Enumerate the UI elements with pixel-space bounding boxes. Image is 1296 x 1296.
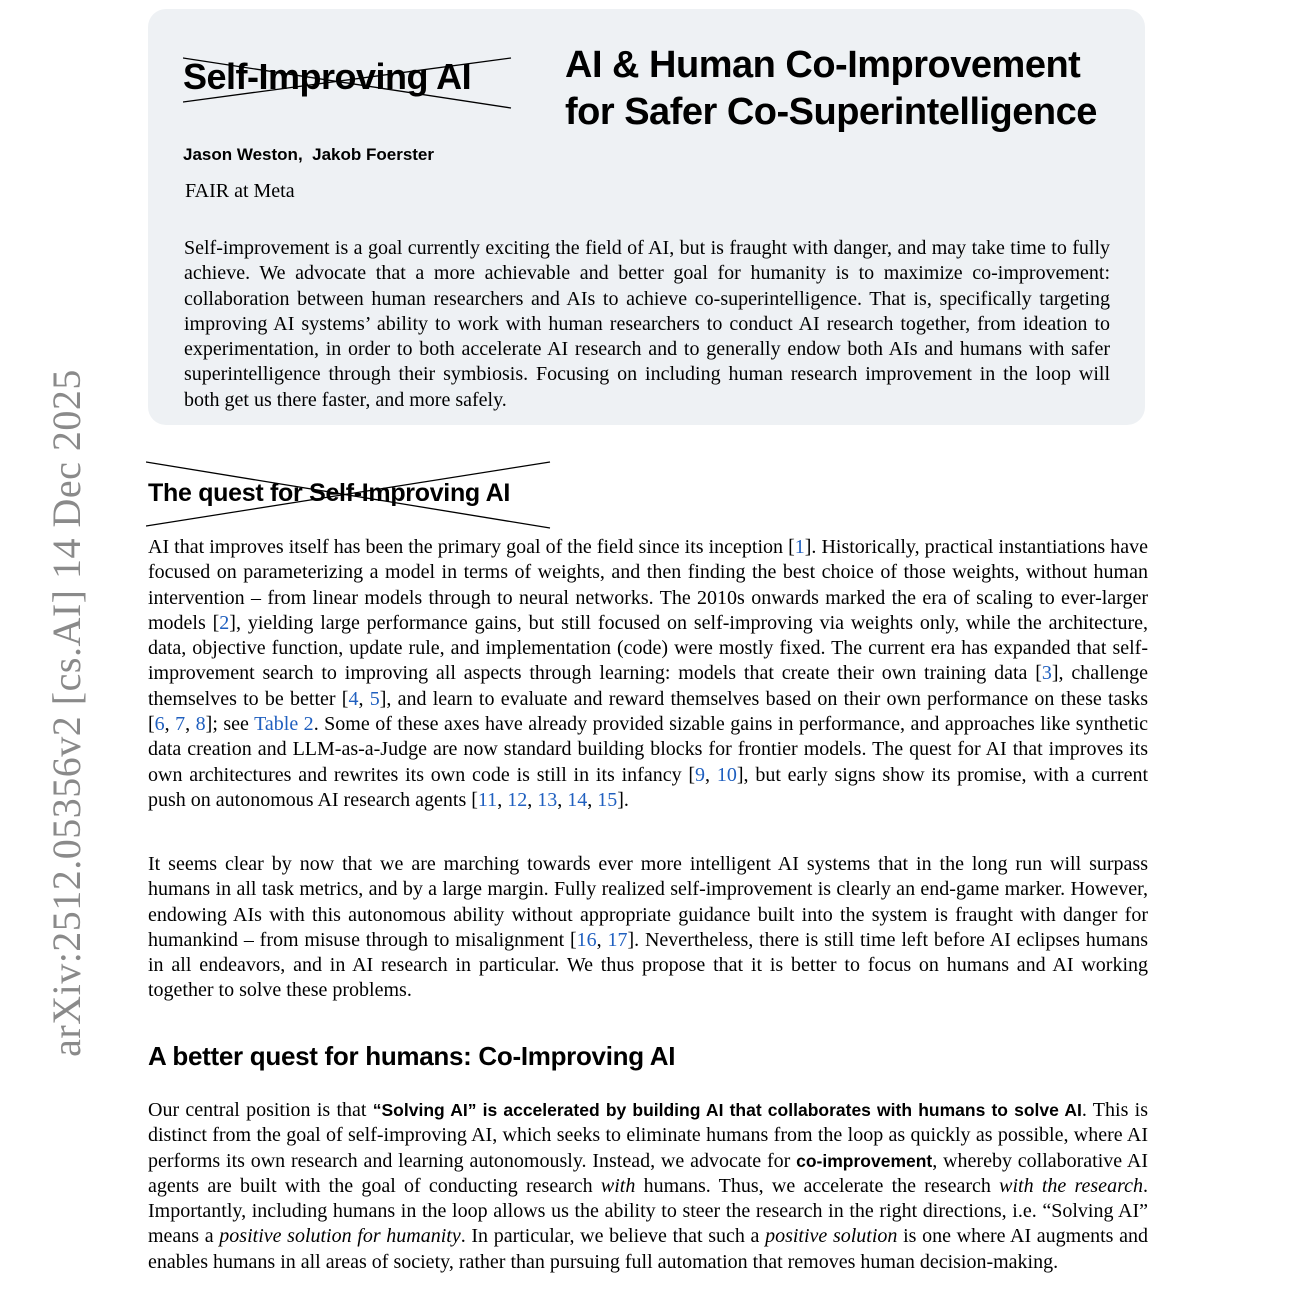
title-line-1: AI & Human Co-Improvement: [565, 44, 1081, 86]
citation-link[interactable]: 6: [154, 713, 165, 736]
citation-link[interactable]: 4: [348, 687, 359, 710]
citation-link[interactable]: 2: [219, 611, 230, 634]
section-heading-co-improving: A better quest for humans: Co-Improving AI: [148, 1041, 676, 1071]
citation-link[interactable]: 5: [369, 687, 380, 710]
italic-phrase: positive solution for humanity: [219, 1225, 461, 1248]
citation-link[interactable]: 11: [477, 788, 498, 811]
author-weston: Jason Weston: [183, 145, 298, 164]
strike-cross-icon: [146, 460, 552, 532]
paragraph-1: AI that improves itself has been the primary goal of the field since its inception [1]. Historically, practical instantiations have focused on parameterizing a model in terms of weights, and then finding the best choice of those weights, without human intervention – from linear models through to neural networks. The 2010s onwards marked the era of scaling to ever-larger models [2], yielding large performance gains, but still focused on self-improving via weights only, while the architecture, data, objective function, update rule, and implementation (code) were mostly fixed. The current era has expanded that self-improvement search to improving all aspects through learning: models that create their own training data [3], challenge themselves to be better [4, 5], and learn to evaluate and reward themselves based on their own performance on these tasks [6, 7, 8]; see Table 2. Some of these axes have already provided sizable gains in performance, and approaches like synthetic data creation and LLM-as-a-Judge are now standard building blocks for frontier models. The quest for AI that improves its own architectures and rewrites its own code is still in its infancy [9, 10], but early signs show its promise, with a current push on autonomous AI research agents [11, 12, 13, 14, 15].: [148, 536, 1149, 811]
section-heading-text: The quest for Self-Improving AI: [148, 479, 511, 507]
affiliation: FAIR at Meta: [185, 180, 295, 202]
bold-phrase: co-improvement: [796, 1150, 933, 1171]
paragraph-2: It seems clear by now that we are marching towards ever more intelligent AI systems that in the long run will surpass humans in all task metrics, and by a large margin. Fully realized self-improvement is clearly an end-game marker. However, endowing AIs with this autonomous ability without appropriate guidance built into the system is fraught with danger for humankind – from misuse through to misalignment [16, 17]. Nevertheless, there is still time left before AI eclipses humans in all endeavors, and in AI research in particular. We thus propose that it is better to focus on humans and AI working together to solve these problems.: [148, 853, 1148, 1002]
crossed-out-title: [183, 52, 513, 112]
citation-link[interactable]: 9: [695, 763, 706, 786]
citation-link[interactable]: 8: [195, 713, 206, 736]
citation-link[interactable]: 15: [597, 788, 618, 811]
citation-link[interactable]: 17: [607, 928, 628, 951]
citation-link[interactable]: 14: [567, 788, 588, 811]
citation-link[interactable]: 10: [716, 763, 737, 786]
paper-title: [565, 42, 1135, 136]
citation-link[interactable]: 12: [507, 788, 528, 811]
author-foerster: Jakob Foerster: [312, 145, 435, 164]
italic-phrase: with: [600, 1174, 636, 1197]
citation-link[interactable]: 7: [175, 713, 186, 736]
authors: [183, 145, 434, 165]
italic-phrase: with the research: [999, 1174, 1143, 1197]
citation-link[interactable]: 3: [1041, 662, 1052, 685]
arxiv-side-stamp: arXiv:2512.05356v2 [cs.AI] 14 Dec 2025: [44, 369, 89, 1057]
citation-link[interactable]: 16: [576, 928, 597, 951]
table-2-link[interactable]: Table 2: [254, 713, 314, 736]
strike-cross-icon: [183, 52, 513, 112]
paragraph-3: Our central position is that “Solving AI” is accelerated by building AI that collaborates with humans to solve AI. This is distinct from the goal of self-improving AI, which seeks to eliminate humans from the loop as quickly as possible, where AI performs its own research and learning autonomously. Instead, we advocate for co-improvement, whereby collaborative AI agents are built with the goal of conducting research with humans. Thus, we accelerate the research with the research. Importantly, including humans in the loop allows us the ability to steer the research in the right directions, i.e. “Solving AI” means a positive solution for humanity. In particular, we believe that such a positive solution is one where AI augments and enables humans in all areas of society, rather than pursuing full automation that removes human decision-making.: [148, 1099, 1148, 1273]
italic-phrase: positive solution: [765, 1225, 898, 1248]
citation-link[interactable]: 1: [794, 536, 805, 558]
title-line-2: for Safer Co-Superintelligence: [565, 91, 1097, 133]
crossed-title-text: Self-Improving AI: [183, 56, 472, 97]
abstract: Self-improvement is a goal currently exciting the field of AI, but is fraught with danger, and may take time to fully achieve. We advocate that a more achievable and better goal for humanity is to maximize co-improvement: collaboration between human researchers and AIs to achieve co-superintelligence. That is, specifically targeting improving AI systems’ ability to work with human researchers to conduct AI research together, from ideation to experimentation, in order to both accelerate AI research and to generally endow both AIs and humans with safer superintelligence through their symbiosis. Focusing on including human research improvement in the loop will both get us there faster, and more safely.: [184, 237, 1110, 411]
author-separator: ,: [297, 145, 303, 164]
section-heading-self-improving: [146, 460, 552, 532]
bold-phrase: “Solving AI” is accelerated by building AI that collaborates with humans to solve AI: [372, 1100, 1082, 1120]
citation-link[interactable]: 13: [537, 788, 558, 811]
